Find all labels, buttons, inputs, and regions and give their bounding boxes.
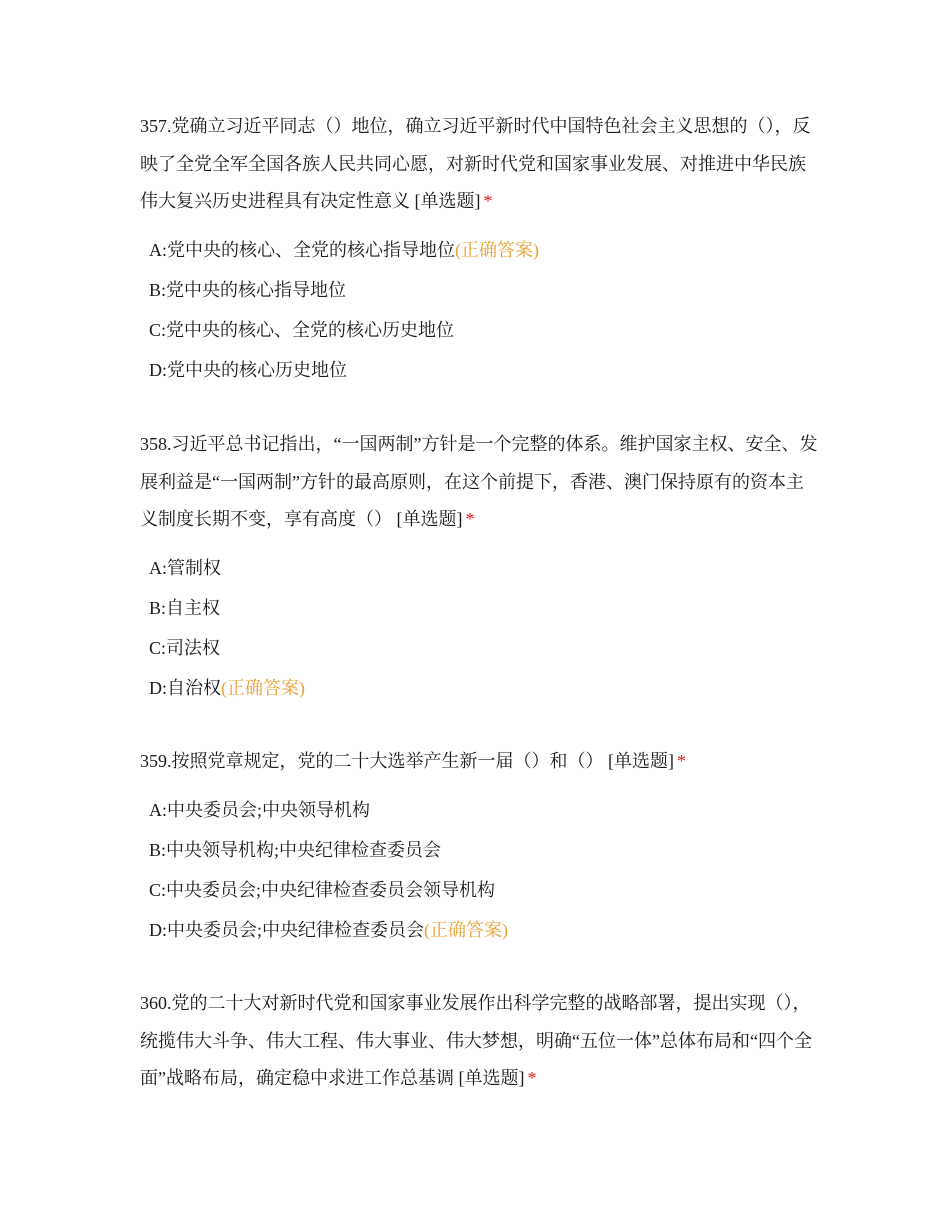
option-d[interactable]: D:自治权(正确答案) [149,677,305,698]
option-a[interactable]: A:中央委员会;中央领导机构 [149,799,370,820]
option-c[interactable]: C:司法权 [149,637,221,658]
option-a[interactable]: A:管制权 [149,557,221,578]
question-text: 357.党确立习近平同志（）地位，确立习近平新时代中国特色社会主义思想的（），反映了全党全军全国各族人民共同心愿，对新时代党和国家事业发展、对推进中华民族伟大复兴历史进程具有决定性意义 [单选题] * [140,116,811,211]
question-360 [140,985,820,1098]
question-359 [140,743,820,950]
question-text: 360.党的二十大对新时代党和国家事业发展作出科学完整的战略部署，提出实现（），统揽伟大斗争、伟大工程、伟大事业、伟大梦想，明确“五位一体”总体布局和“四个全面”战略布局，确定稳中求进工作总基调 [单选题] * [140,993,812,1088]
required-asterisk: * [527,1068,537,1088]
question-357 [140,108,820,390]
required-asterisk: * [465,509,475,529]
question-358 [140,426,820,708]
required-asterisk: * [677,751,686,771]
option-c[interactable]: C:中央委员会;中央纪律检查委员会领导机构 [149,879,496,900]
option-list [140,230,820,390]
correct-answer-tag: (正确答案) [455,239,539,260]
correct-answer-tag: (正确答案) [424,919,508,940]
question-text: 358.习近平总书记指出，“一国两制”方针是一个完整的体系。维护国家主权、安全、发展利益是“一国两制”方针的最高原则，在这个前提下，香港、澳门保持原有的资本主义制度长期不变，享有高度（） [单选题] * [140,434,818,529]
correct-answer-tag: (正确答案) [221,677,305,698]
question-text: 359.按照党章规定，党的二十大选举产生新一届（）和（） [单选题] * [140,751,686,771]
required-asterisk: * [483,191,493,211]
option-d[interactable]: D:党中央的核心历史地位 [149,359,347,380]
option-b[interactable]: B:中央领导机构;中央纪律检查委员会 [149,839,442,860]
option-list [140,548,820,708]
option-d[interactable]: D:中央委员会;中央纪律检查委员会(正确答案) [149,919,508,940]
option-a[interactable]: A:党中央的核心、全党的核心指导地位(正确答案) [149,239,539,260]
option-b[interactable]: B:党中央的核心指导地位 [149,279,347,300]
option-b[interactable]: B:自主权 [149,597,221,618]
option-list [140,790,820,950]
option-c[interactable]: C:党中央的核心、全党的核心历史地位 [149,319,455,340]
